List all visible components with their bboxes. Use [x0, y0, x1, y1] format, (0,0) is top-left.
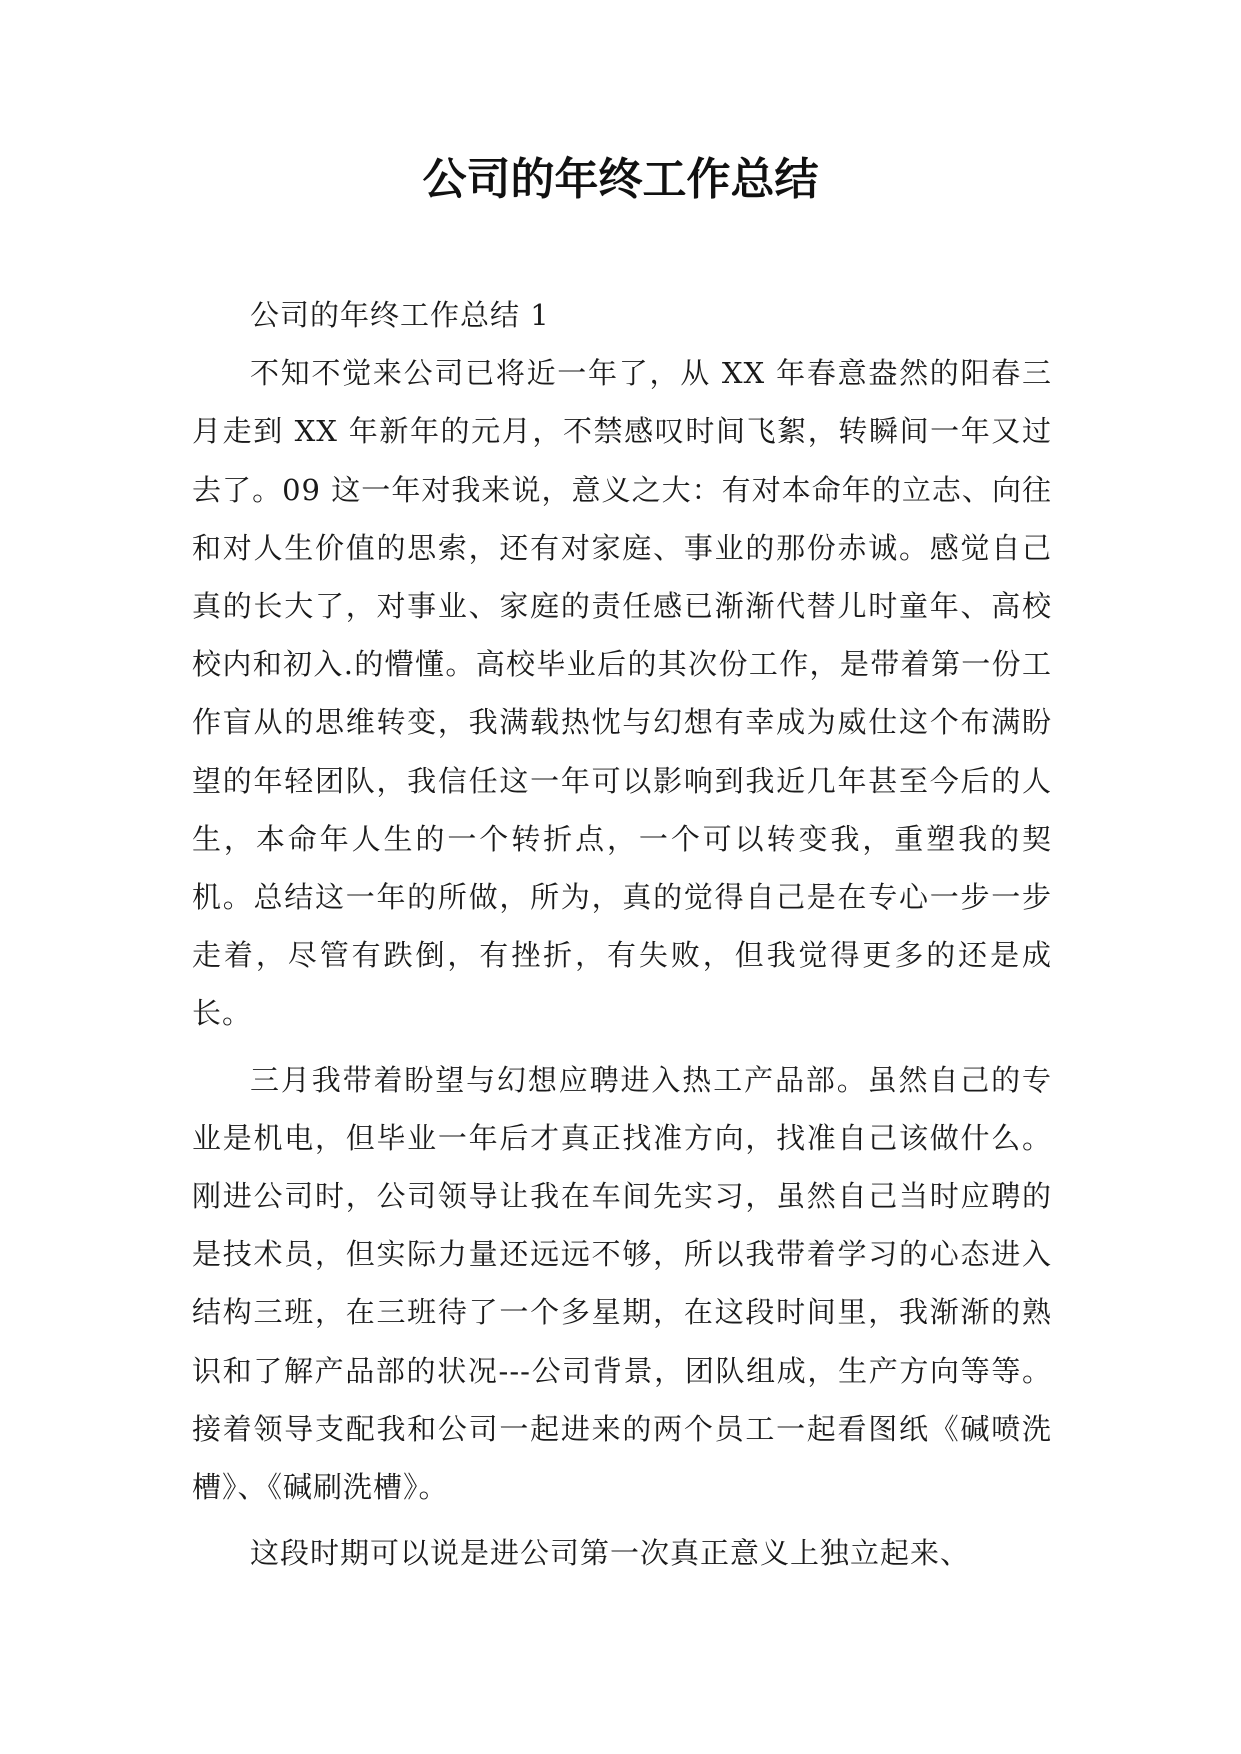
paragraph-gap [192, 1043, 1052, 1051]
document-body [192, 286, 1052, 1582]
document-title: 公司的年终工作总结 [422, 154, 819, 205]
section-heading: 公司的年终工作总结 1 [250, 298, 550, 332]
paragraph-gap [192, 1516, 1052, 1524]
paragraph-3: 这段时期可以说是进公司第一次真正意义上独立起来、 [250, 1536, 971, 1571]
paragraph-1: 不知不觉来公司已将近一年了，从 XX 年春意盎然的阳春三月走到 XX 年新年的元月，不禁感叹时间飞絮，转瞬间一年又过去了。09 这一年对我来说，意义之大：有对本命年的立志、向往和对人生价值的思索，还有对家庭、事业的那份赤诚。感觉自己真的长大了，对事业、家庭的责任感已渐渐代替儿时童年、高校校内和初入.的懵懂。高校毕业后的其次份工作，是带着第一份工作盲从的思维转变，我满载热忱与幻想有幸成为威仕这个布满盼望的年轻团队，我信任这一年可以影响到我近几年甚至今后的人生，本命年人生的一个转折点，一个可以转变我，重塑我的契机。总结这一年的所做，所为，真的觉得自己是在专心一步一步走着，尽管有跌倒，有挫折，有失败，但我觉得更多的还是成长。 [192, 356, 1052, 1031]
paragraph-2: 三月我带着盼望与幻想应聘进入热工产品部。虽然自己的专业是机电，但毕业一年后才真正找准方向，找准自己该做什么。刚进公司时，公司领导让我在车间先实习，虽然自己当时应聘的是技术员，但实际力量还远远不够，所以我带着学习的心态进入结构三班，在三班待了一个多星期，在这段时间里，我渐渐的熟识和了解产品部的状况---公司背景，团队组成，生产方向等等。接着领导支配我和公司一起进来的两个员工一起看图纸《碱喷洗槽》、《碱刷洗槽》。 [192, 1062, 1052, 1505]
